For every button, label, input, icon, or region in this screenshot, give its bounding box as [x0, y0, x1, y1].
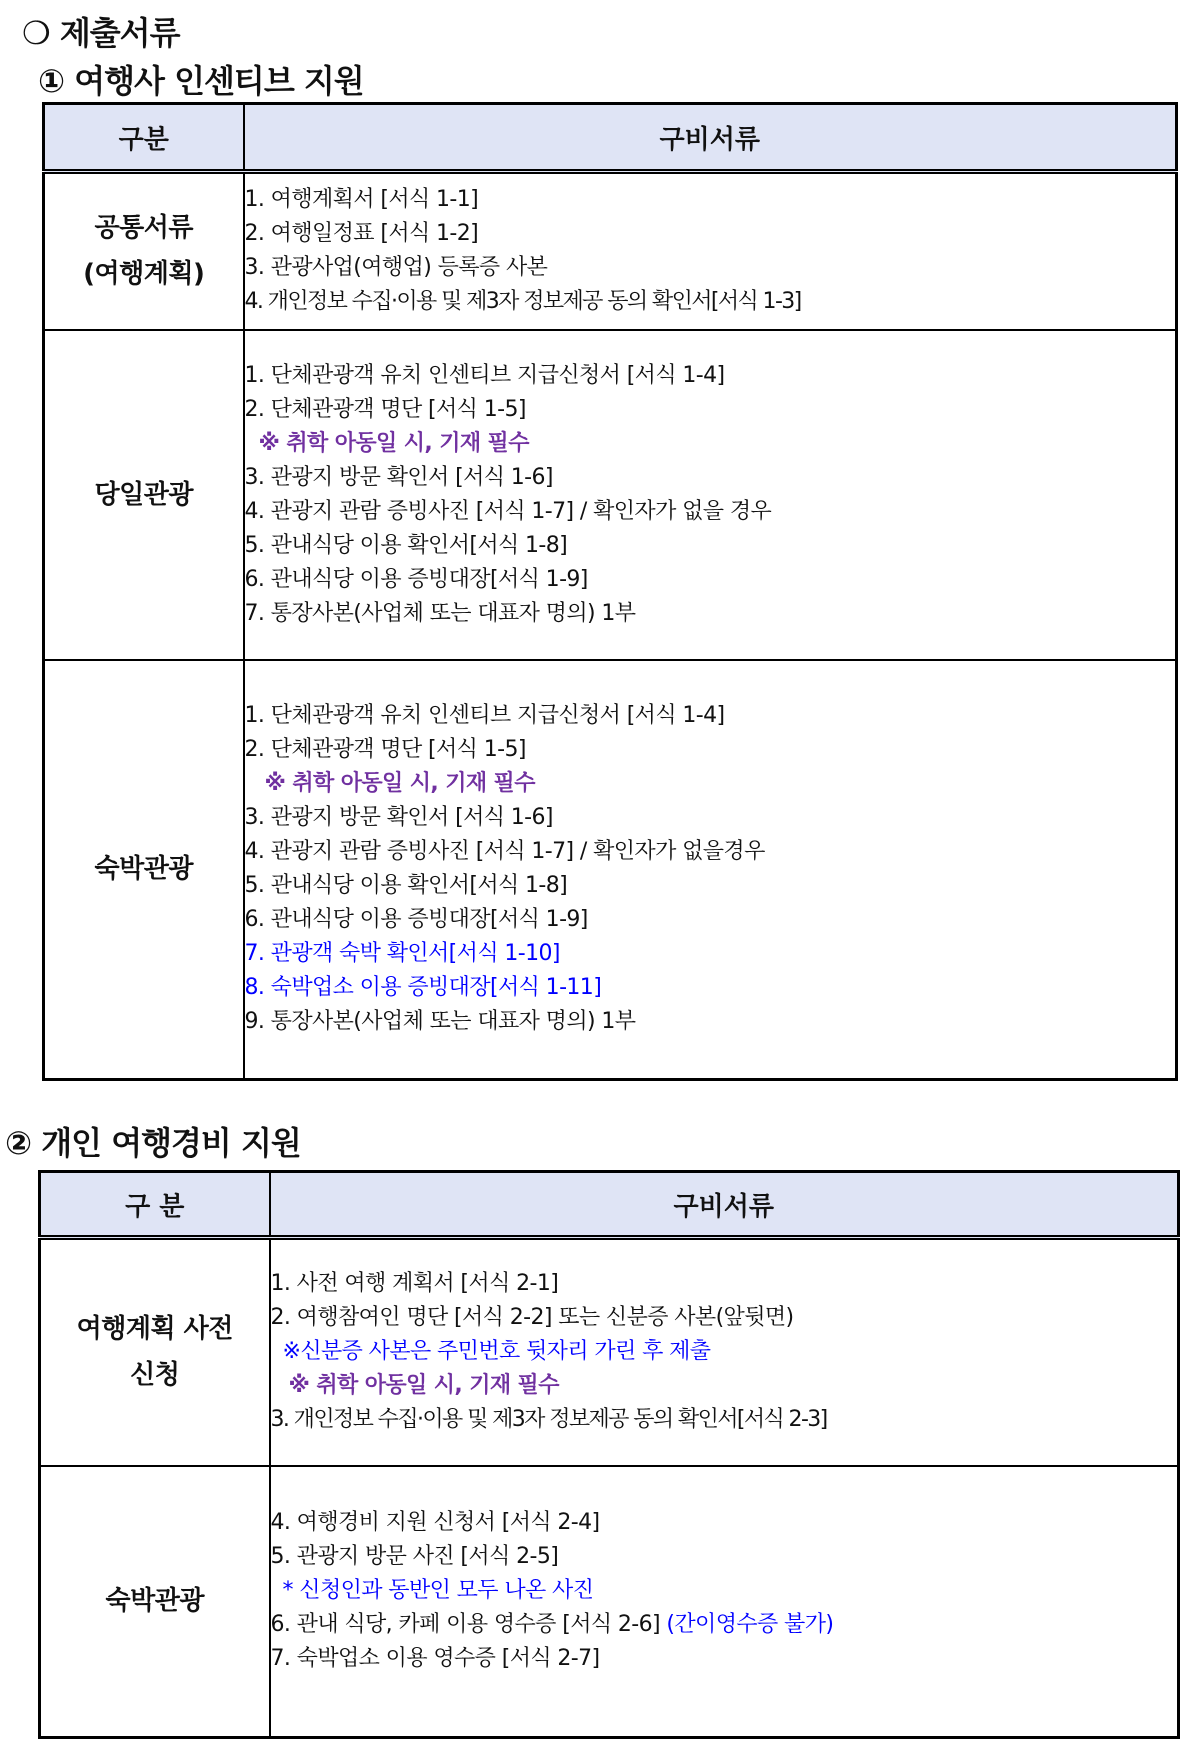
- table-header-row: [40, 1172, 1179, 1238]
- document-item: 3. 개인정보 수집·이용 및 제3자 정보제공 동의 확인서[서식 2-3]: [270, 1407, 827, 1433]
- document-item: 3. 관광지 방문 확인서 [서식 1-6]: [244, 464, 553, 490]
- document-item: [271, 1608, 1178, 1642]
- header-category: 구 분: [40, 1172, 270, 1238]
- document-item: 2. 여행일정표 [서식 1-2]: [244, 221, 479, 247]
- document-item: 1. 사전 여행 계획서 [서식 2-1]: [270, 1271, 559, 1297]
- document-item: 2. 단체관광객 명단 [서식 1-5]: [244, 396, 526, 422]
- header-category: 구분: [44, 104, 244, 172]
- document-item: 7. 통장사본(사업체 또는 대표자 명의) 1부: [244, 600, 636, 626]
- table-row-day-tour: [44, 330, 1177, 660]
- document-item: 4. 여행경비 지원 신청서 [서식 2-4]: [270, 1510, 600, 1536]
- heading-individual-travel-expense: ② 개인 여행경비 지원: [5, 1124, 301, 1162]
- document-item: 3. 관광지 방문 확인서 [서식 1-6]: [244, 805, 553, 831]
- category-cell: [44, 330, 244, 660]
- category-cell: [44, 172, 244, 330]
- document-item-highlighted: 8. 숙박업소 이용 증빙대장[서식 1-11]: [244, 975, 602, 1001]
- document-item: 1. 단체관광객 유치 인센티브 지급신청서 [서식 1-4]: [244, 362, 725, 388]
- note-photo-requirement: * 신청인과 동반인 모두 나온 사진: [282, 1578, 594, 1604]
- category-label: 공통서류: [94, 213, 193, 244]
- table-row-advance-plan: [40, 1238, 1179, 1466]
- document-item: 7. 숙박업소 이용 영수증 [서식 2-7]: [270, 1646, 600, 1672]
- header-required-documents: 구비서류: [244, 104, 1177, 172]
- note-id-masking: ※신분증 사본은 주민번호 뒷자리 가린 후 제출: [282, 1339, 711, 1365]
- document-item: 4. 관광지 관람 증빙사진 [서식 1-7] / 확인자가 없을경우: [244, 839, 765, 865]
- category-cell: [40, 1238, 270, 1466]
- document-item: 1. 여행계획서 [서식 1-1]: [244, 187, 479, 213]
- header-required-documents: 구비서류: [270, 1172, 1179, 1238]
- note-school-child: ※ 취학 아동일 시, 기재 필수: [264, 771, 535, 797]
- document-item: 5. 관내식당 이용 확인서[서식 1-8]: [244, 532, 568, 558]
- document-item: 1. 단체관광객 유치 인센티브 지급신청서 [서식 1-4]: [244, 703, 725, 729]
- document-item: 2. 여행참여인 명단 [서식 2-2] 또는 신분증 사본(앞뒷면): [270, 1305, 794, 1331]
- document-item: 3. 관광사업(여행업) 등록증 사본: [244, 255, 548, 281]
- document-item: 9. 통장사본(사업체 또는 대표자 명의) 1부: [244, 1009, 636, 1035]
- travel-agency-documents-table: [42, 102, 1178, 1081]
- document-item: 4. 관광지 관람 증빙사진 [서식 1-7] / 확인자가 없을 경우: [244, 498, 772, 524]
- category-cell: [44, 660, 244, 1080]
- heading-travel-agency-incentive: ① 여행사 인센티브 지원: [38, 62, 364, 100]
- document-item: 2. 단체관광객 명단 [서식 1-5]: [244, 737, 526, 763]
- table-row-overnight-tour: [40, 1466, 1179, 1738]
- items-cell: [244, 172, 1177, 330]
- items-cell: [270, 1238, 1179, 1466]
- document-item-highlighted: 7. 관광객 숙박 확인서[서식 1-10]: [244, 941, 560, 967]
- table-header-row: [44, 104, 1177, 172]
- category-label: 숙박관광: [105, 1586, 204, 1617]
- document-item: 4. 개인정보 수집·이용 및 제3자 정보제공 동의 확인서[서식 1-3]: [244, 289, 801, 315]
- category-label: (여행계획): [83, 259, 205, 290]
- items-cell: [244, 660, 1177, 1080]
- document-item: 5. 관내식당 이용 확인서[서식 1-8]: [244, 873, 568, 899]
- document-item: 6. 관내식당 이용 증빙대장[서식 1-9]: [244, 907, 588, 933]
- note-school-child: ※ 취학 아동일 시, 기재 필수: [258, 430, 529, 456]
- category-label: 숙박관광: [94, 854, 193, 885]
- spacer: [271, 1676, 1178, 1696]
- heading-submission-documents: ❍ 제출서류: [22, 14, 180, 52]
- items-cell: [270, 1466, 1179, 1738]
- individual-travel-documents-table: [38, 1170, 1180, 1739]
- note-no-simple-receipt: (간이영수증 불가): [666, 1612, 834, 1638]
- document-item: 5. 관광지 방문 사진 [서식 2-5]: [270, 1544, 559, 1570]
- category-cell: [40, 1466, 270, 1738]
- table-row-common-documents: [44, 172, 1177, 330]
- category-label: 당일관광: [94, 479, 193, 510]
- table-row-overnight-tour: [44, 660, 1177, 1080]
- category-label: 여행계획 사전: [76, 1314, 233, 1345]
- note-school-child: ※ 취학 아동일 시, 기재 필수: [288, 1373, 559, 1399]
- document-item-text: 6. 관내 식당, 카페 이용 영수증 [서식 2-6]: [270, 1612, 667, 1638]
- items-cell: [244, 330, 1177, 660]
- document-item: 6. 관내식당 이용 증빙대장[서식 1-9]: [244, 566, 588, 592]
- category-label: 신청: [130, 1360, 180, 1391]
